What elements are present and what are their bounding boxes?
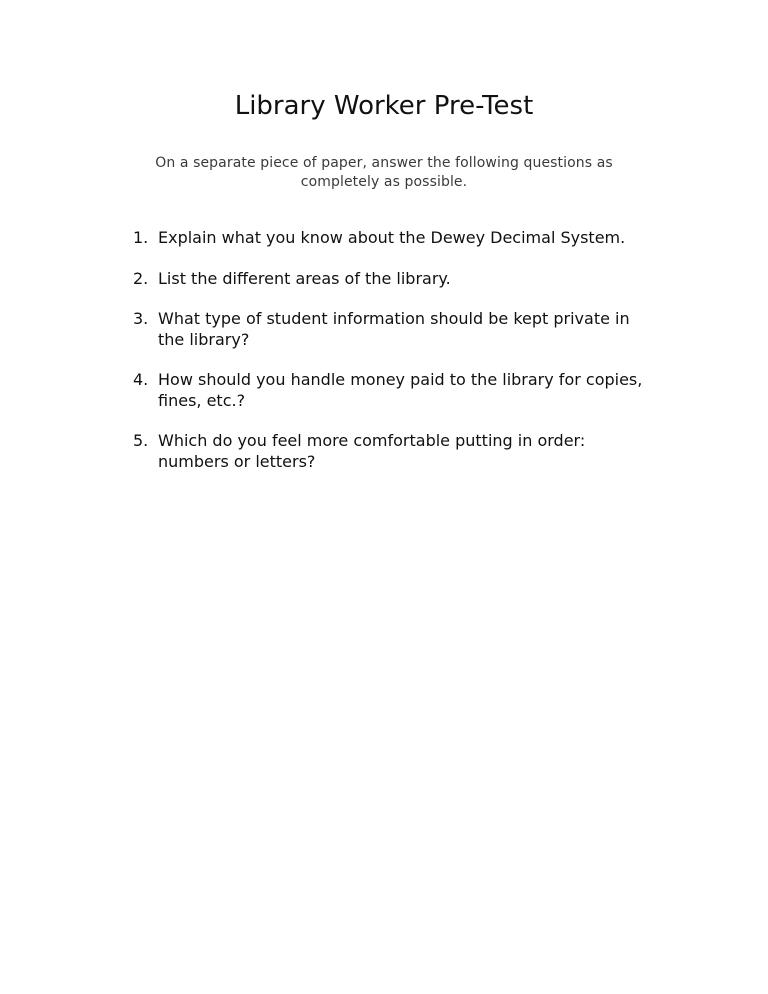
question-number: 2. (133, 268, 149, 288)
question-list (133, 228, 653, 492)
instructions-text: On a separate piece of paper, answer the following questions as completely as possible. (155, 155, 613, 190)
question-item (133, 370, 653, 411)
question-number: 4. (133, 370, 149, 389)
question-item (133, 431, 653, 472)
page-title: Library Worker Pre-Test (234, 91, 534, 121)
question-text: What type of student information should be kept private in the library? (158, 309, 630, 349)
question-item (133, 228, 653, 249)
question-text: List the different areas of the library. (158, 268, 451, 288)
question-text: Which do you feel more comfortable putting in order: numbers or letters? (158, 431, 586, 471)
question-number: 1. (133, 228, 149, 247)
question-number: 3. (133, 309, 149, 328)
question-text: How should you handle money paid to the library for copies, fines, etc.? (158, 370, 643, 410)
question-item (133, 309, 653, 350)
question-number: 5. (133, 431, 149, 450)
question-text: Explain what you know about the Dewey Decimal System. (158, 228, 626, 247)
question-item (133, 269, 653, 290)
